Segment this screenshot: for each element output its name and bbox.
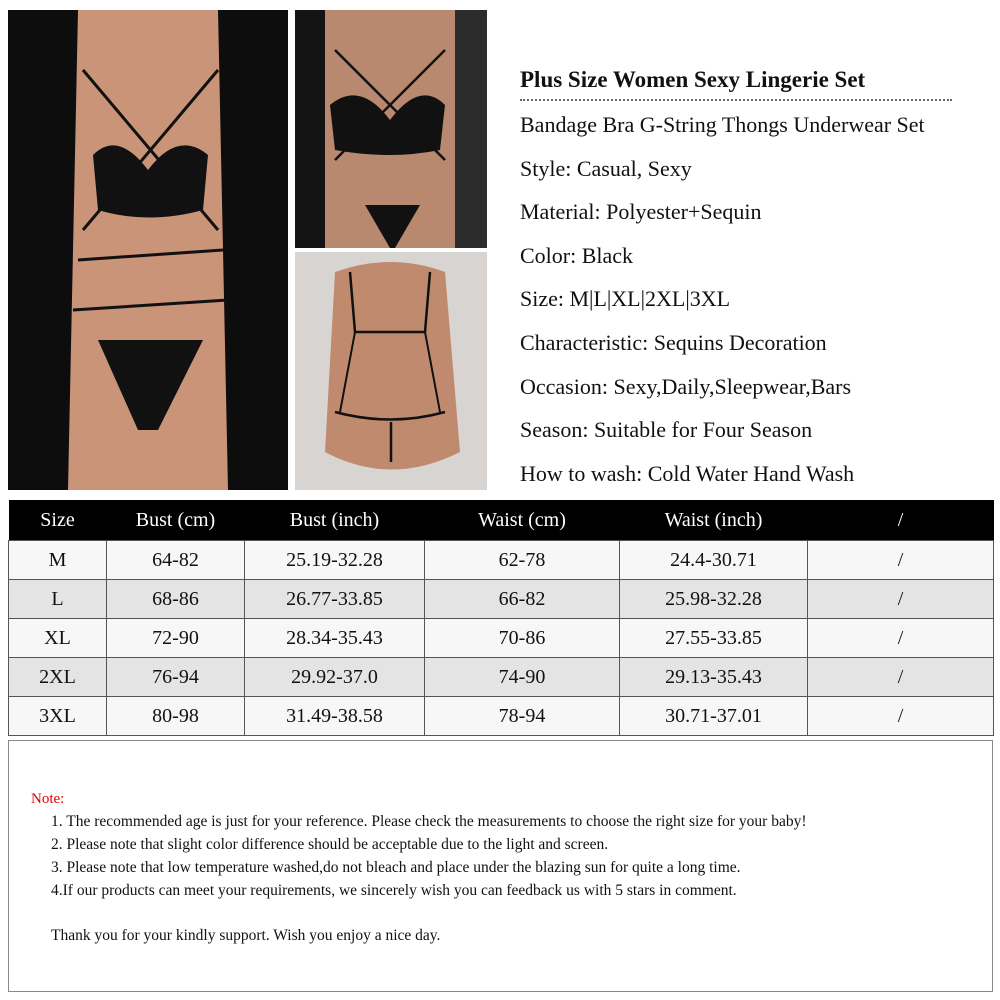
- table-cell: L: [9, 580, 107, 619]
- product-photo-main: [8, 10, 288, 490]
- table-cell: 3XL: [9, 697, 107, 736]
- product-photo-front: [295, 10, 487, 248]
- table-cell: /: [808, 697, 994, 736]
- note-item: 3. Please note that low temperature washed,do not bleach and place under the blazing sun for quite a long time.: [51, 859, 741, 876]
- table-cell: 72-90: [107, 619, 245, 658]
- header-cell: Size: [9, 500, 107, 541]
- header-cell: Bust (cm): [107, 500, 245, 541]
- table-cell: 30.71-37.01: [620, 697, 808, 736]
- note-label: Note:: [31, 791, 65, 807]
- table-cell: /: [808, 658, 994, 697]
- spec-line: How to wash: Cold Water Hand Wash: [520, 460, 855, 486]
- table-cell: 66-82: [425, 580, 620, 619]
- table-row: [9, 658, 994, 697]
- table-header-row: [9, 500, 994, 541]
- product-photo-back: [295, 252, 487, 490]
- table-cell: XL: [9, 619, 107, 658]
- table-cell: 78-94: [425, 697, 620, 736]
- header-cell: /: [808, 500, 994, 541]
- table-cell: 68-86: [107, 580, 245, 619]
- table-cell: 31.49-38.58: [245, 697, 425, 736]
- spec-line: Color: Black: [520, 242, 634, 268]
- table-cell: 29.13-35.43: [620, 658, 808, 697]
- table-cell: 25.98-32.28: [620, 580, 808, 619]
- spec-line: Characteristic: Sequins Decoration: [520, 329, 827, 355]
- table-row: [9, 619, 994, 658]
- table-cell: M: [9, 541, 107, 580]
- table-cell: 29.92-37.0: [245, 658, 425, 697]
- header-cell: Waist (cm): [425, 500, 620, 541]
- table-cell: 24.4-30.71: [620, 541, 808, 580]
- header-cell: Waist (inch): [620, 500, 808, 541]
- spec-line: Material: Polyester+Sequin: [520, 199, 762, 225]
- spec-line: Size: M|L|XL|2XL|3XL: [520, 286, 731, 312]
- spec-line: Season: Suitable for Four Season: [520, 417, 813, 443]
- size-chart-table: [8, 500, 994, 736]
- table-cell: 74-90: [425, 658, 620, 697]
- table-cell: 27.55-33.85: [620, 619, 808, 658]
- table-cell: 76-94: [107, 658, 245, 697]
- spec-line: Bandage Bra G-String Thongs Underwear Set: [520, 112, 925, 137]
- table-row: [9, 541, 994, 580]
- note-item: 4.If our products can meet your requirements, we sincerely wish you can feedback us with 5 stars in comment.: [51, 882, 737, 899]
- thanks-text: Thank you for your kindly support. Wish you enjoy a nice day.: [51, 927, 441, 944]
- table-cell: 80-98: [107, 697, 245, 736]
- spec-line: Occasion: Sexy,Daily,Sleepwear,Bars: [520, 373, 852, 399]
- table-cell: /: [808, 580, 994, 619]
- table-cell: 26.77-33.85: [245, 580, 425, 619]
- table-cell: /: [808, 619, 994, 658]
- table-row: [9, 697, 994, 736]
- note-item: 2. Please note that slight color difference should be acceptable due to the light and screen.: [51, 836, 609, 853]
- table-cell: 25.19-32.28: [245, 541, 425, 580]
- table-cell: /: [808, 541, 994, 580]
- table-cell: 2XL: [9, 658, 107, 697]
- table-cell: 64-82: [107, 541, 245, 580]
- table-row: [9, 580, 994, 619]
- product-info: [520, 63, 990, 495]
- table-cell: 28.34-35.43: [245, 619, 425, 658]
- product-title: Plus Size Women Sexy Lingerie Set: [520, 63, 952, 101]
- note-item: 1. The recommended age is just for your reference. Please check the measurements to choose the right size for your baby!: [51, 813, 807, 830]
- spec-line: Style: Casual, Sexy: [520, 155, 692, 181]
- table-cell: 62-78: [425, 541, 620, 580]
- table-cell: 70-86: [425, 619, 620, 658]
- notes-box: [8, 740, 993, 992]
- header-cell: Bust (inch): [245, 500, 425, 541]
